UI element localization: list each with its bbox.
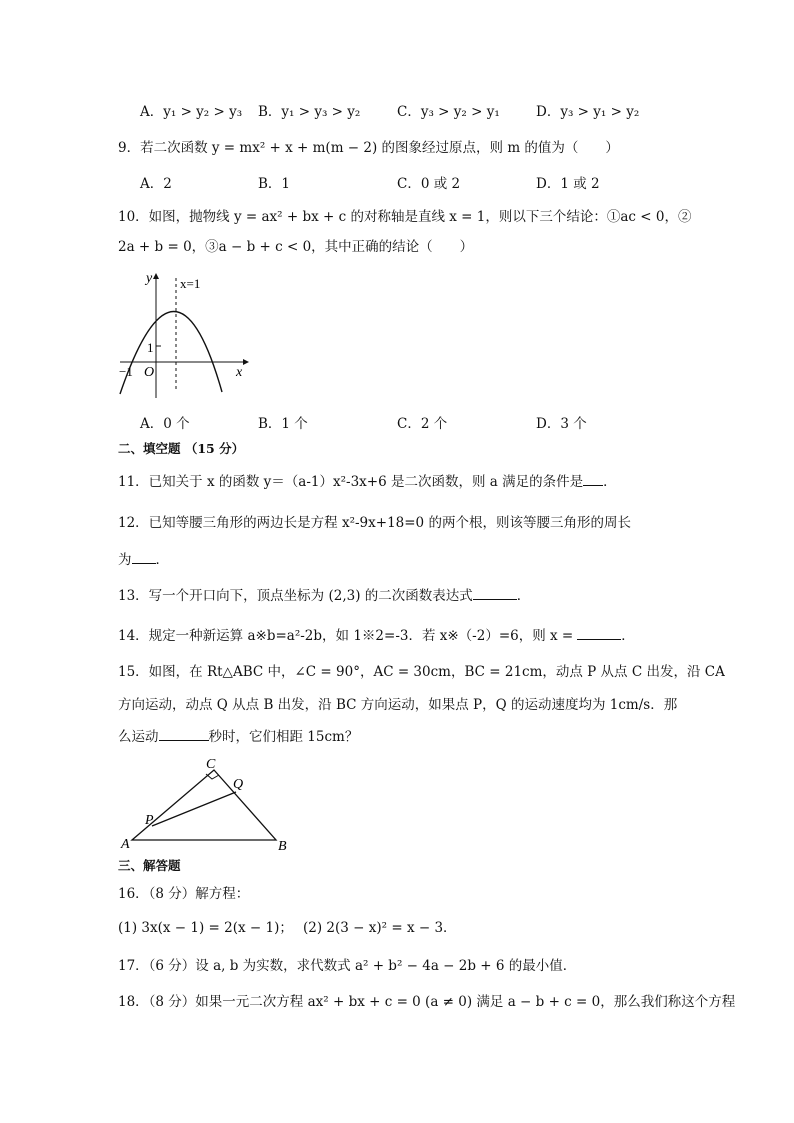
q9-option-c: C．0 或 2 xyxy=(397,176,461,192)
q8-option-d: D．y₃ > y₁ > y₂ xyxy=(536,104,640,120)
q15-question-line2: 方向运动，动点 Q 从点 B 出发，沿 BC 方向运动，如果点 P，Q 的运动速度均为 1cm/s．那 xyxy=(118,697,678,713)
q12-question-line2 xyxy=(118,551,169,569)
q10-option-d: D．3 个 xyxy=(536,416,587,432)
q12-prefix: 为 xyxy=(118,552,132,568)
q11-question xyxy=(118,473,617,491)
q11-answer-blank xyxy=(583,473,603,486)
q8-option-a: A．y₁ > y₂ > y₃ xyxy=(140,104,243,120)
q8-option-c: C．y₃ > y₂ > y₁ xyxy=(397,104,500,120)
q12-end: ． xyxy=(155,552,169,568)
q16-question: 16．（8 分）解方程： xyxy=(118,886,250,902)
y-axis-label: y xyxy=(146,271,153,286)
q15-prefix: 么运动 xyxy=(118,729,159,745)
label-q: Q xyxy=(233,777,244,792)
q16-equation-1: (1) 3x(x − 1) = 2(x − 1)； xyxy=(118,920,293,936)
q13-end: ． xyxy=(516,588,531,604)
q14-answer-blank xyxy=(577,627,621,640)
neg-one-label: −1 xyxy=(119,364,133,379)
q8-option-b: B．y₁ > y₃ > y₂ xyxy=(258,104,361,120)
q15-answer-blank xyxy=(159,728,209,741)
q16-equation-2: (2) 2(3 − x)² = x − 3． xyxy=(303,920,457,936)
segment-pq xyxy=(152,792,236,826)
label-b: B xyxy=(278,839,287,854)
triangle-figure xyxy=(118,752,298,854)
q13-question xyxy=(118,587,530,605)
label-a: A xyxy=(121,837,130,852)
q13-answer-blank xyxy=(473,587,517,600)
q15-suffix: 秒时，它们相距 15cm？ xyxy=(208,729,359,745)
x-axis-label: x xyxy=(236,365,243,380)
q10-option-b: B．1 个 xyxy=(258,416,308,432)
q14-question xyxy=(118,627,635,645)
label-c: C xyxy=(206,757,216,772)
q13-text: 13．写一个开口向下，顶点坐标为 (2,3) 的二次函数表达式 xyxy=(118,588,473,604)
symmetry-label: x=1 xyxy=(180,276,201,291)
section-2-title: 二、填空题 （15 分） xyxy=(118,441,245,456)
tick-one-label: 1 xyxy=(147,340,154,355)
q12-answer-blank xyxy=(132,551,156,564)
q17-question: 17．（6 分）设 a, b 为实数，求代数式 a² + b² − 4a − 2b + 6 的最小值． xyxy=(118,958,577,974)
section-3-title: 三、解答题 xyxy=(118,858,181,873)
q9-option-a: A．2 xyxy=(140,176,172,192)
q11-end: ． xyxy=(603,474,617,490)
q10-question-line2: 2a + b = 0，③a − b + c < 0，其中正确的结论（ ） xyxy=(118,239,474,255)
q14-text: 14．规定一种新运算 a※b=a²-2b，如 1※2=-3．若 x※（-2）=6，则 x = xyxy=(118,628,574,644)
q9-option-b: B．1 xyxy=(258,176,291,192)
origin-label: O xyxy=(144,365,155,380)
q10-option-c: C．2 个 xyxy=(397,416,448,432)
q9-question: 9．若二次函数 y = mx² + x + m(m − 2) 的图象经过原点，则 m 的值为（ ） xyxy=(118,140,619,156)
q10-option-a: A．0 个 xyxy=(140,416,190,432)
parabola-curve xyxy=(120,311,222,394)
q9-option-d: D．1 或 2 xyxy=(536,176,600,192)
q11-text: 11．已知关于 x 的函数 y＝（a-1）x²-3x+6 是二次函数，则 a 满足的条件是 xyxy=(118,474,584,490)
q12-question-line1: 12．已知等腰三角形的两边长是方程 x²-9x+18=0 的两个根，则该等腰三角形的周长 xyxy=(118,515,631,531)
q18-question: 18．（8 分）如果一元二次方程 ax² + bx + c = 0 (a ≠ 0) 满足 a − b + c = 0，那么我们称这个方程 xyxy=(118,994,736,1010)
parabola-figure xyxy=(116,266,256,402)
q14-end: ． xyxy=(621,628,635,644)
q15-question-line1: 15．如图，在 Rt△ABC 中，∠C = 90°，AC = 30cm，BC = 21cm，动点 P 从点 C 出发，沿 CA xyxy=(118,664,725,680)
q15-question-line3 xyxy=(118,728,358,746)
label-p: P xyxy=(145,813,154,828)
q10-question-line1: 10．如图，抛物线 y = ax² + bx + c 的对称轴是直线 x = 1，则以下三个结论：①ac < 0，② xyxy=(118,209,692,225)
